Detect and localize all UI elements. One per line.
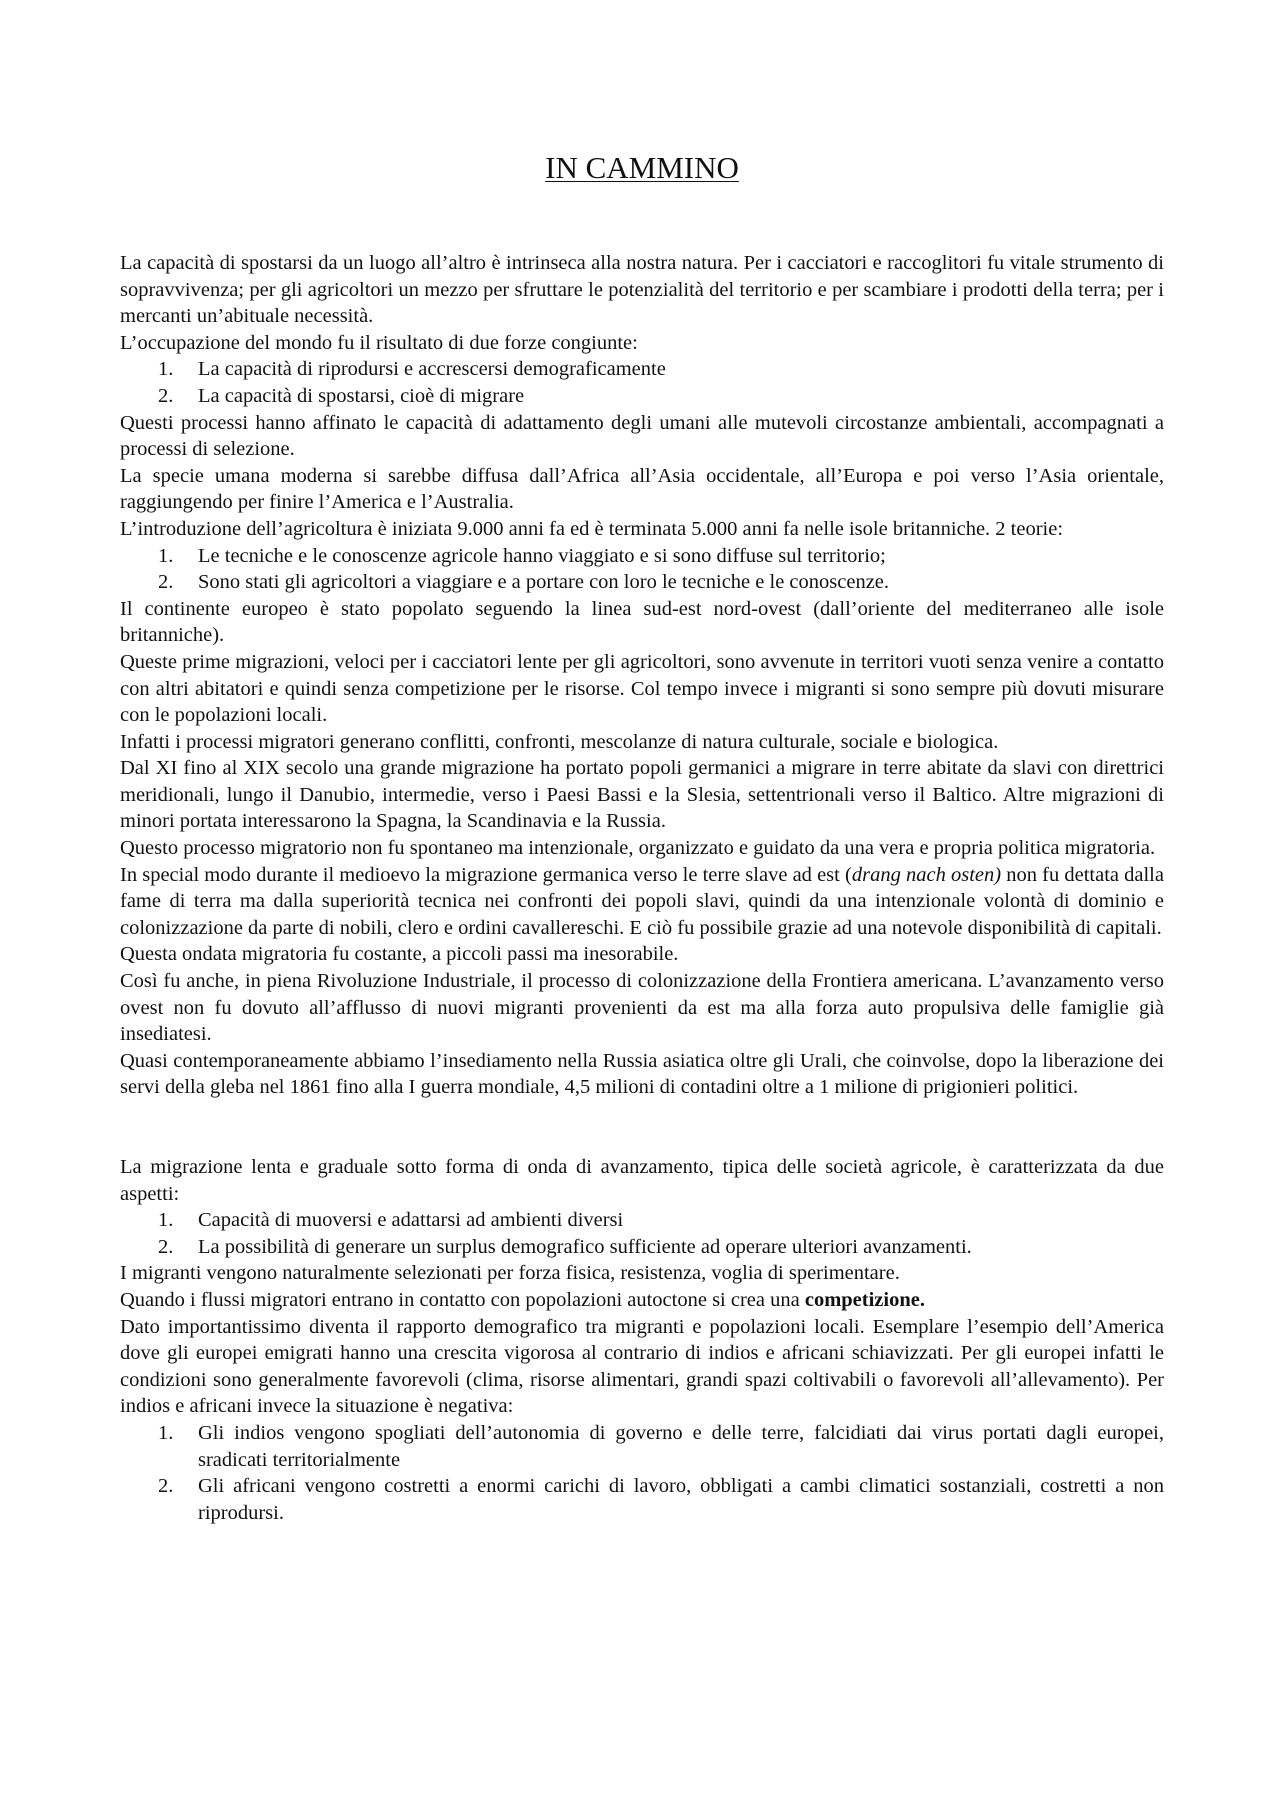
italic-term: drang nach osten) xyxy=(851,863,1002,886)
document-title: IN CAMMINO xyxy=(545,150,739,185)
list-number: 1. xyxy=(158,1209,174,1232)
list-number: 1. xyxy=(158,1421,174,1444)
list-number: 1. xyxy=(158,544,174,567)
paragraph xyxy=(120,1287,1164,1314)
paragraph: Questo processo migratorio non fu spontaneo ma intenzionale, organizzato e guidato da una vera e propria politica migratoria. xyxy=(120,837,1156,860)
list-item-text: Le tecniche e le conoscenze agricole hanno viaggiato e si sono diffuse sul territorio; xyxy=(198,544,886,567)
list-item-text: Sono stati gli agricoltori a viaggiare e a portare con loro le tecniche e le conoscenze. xyxy=(198,571,890,594)
document-page xyxy=(120,150,1164,1526)
paragraph: L’occupazione del mondo fu il risultato di due forze congiunte: xyxy=(120,331,638,354)
paragraph: Dato importantissimo diventa il rapporto demografico tra migranti e popolazioni locali. Esemplare l’esempio dell’America dove gli europei emigrati hanno una crescita vigorosa al contrario di indios e africani schiavizzati. Per gli europei infatti le condizioni sono generalmente favorevoli (clima, risorse alimentari, grandi spazi coltivabili o favorevoli all’allevamento). Per indios e africani invece la situazione è negativa: xyxy=(120,1315,1164,1418)
list-item-text: Gli indios vengono spogliati dell’autonomia di governo e delle terre, falcidiati dai virus portati dagli europei, sradicati territorialmente xyxy=(198,1421,1164,1471)
list-number: 2. xyxy=(158,1475,174,1498)
paragraph: L’introduzione dell’agricoltura è iniziata 9.000 anni fa ed è terminata 5.000 anni fa nelle isole britanniche. 2 teorie: xyxy=(120,517,1064,540)
list-item xyxy=(120,356,1164,383)
list-item xyxy=(120,1420,1164,1473)
section-spacer xyxy=(120,1101,1164,1154)
paragraph: Queste prime migrazioni, veloci per i cacciatori lente per gli agricoltori, sono avvenute in territori vuoti senza venire a contatto con altri abitatori e quindi senza competizione per le risorse. Col tempo invece i migranti si sono sempre più dovuti misurare con le popolazioni locali. xyxy=(120,650,1164,727)
paragraph: I migranti vengono naturalmente selezionati per forza fisica, resistenza, voglia di sperimentare. xyxy=(120,1262,900,1285)
paragraph: La specie umana moderna si sarebbe diffusa dall’Africa all’Asia occidentale, all’Europa e poi verso l’Asia orientale, raggiungendo per finire l’America e l’Australia. xyxy=(120,464,1164,514)
list-number: 2. xyxy=(158,571,174,594)
list-item-text: La possibilità di generare un surplus demografico sufficiente ad operare ulteriori avanzamenti. xyxy=(198,1235,972,1258)
numbered-list xyxy=(120,543,1164,596)
text-run: non fu dettata dalla fame di terra ma dalla superiorità tecnica nei confronti dei popoli slavi, quindi da una intenzionale volontà di dominio e colonizzazione da parte di nobili, clero e ordini cavallereschi. E ciò fu possibile grazie ad una notevole disponibilità di capitali. xyxy=(120,863,1164,939)
list-item-text: Capacità di muoversi e adattarsi ad ambienti diversi xyxy=(198,1209,624,1232)
list-item xyxy=(120,543,1164,570)
paragraph: Dal XI fino al XIX secolo una grande migrazione ha portato popoli germanici a migrare in terre abitate da slavi con direttrici meridionali, lungo il Danubio, intermedie, verso i Paesi Bassi e la Slesia, settentrionali verso il Baltico. Altre migrazioni di minori portata interessarono la Spagna, la Scandinavia e la Russia. xyxy=(120,757,1164,833)
list-number: 1. xyxy=(158,358,174,381)
list-item xyxy=(120,383,1164,410)
numbered-list xyxy=(120,356,1164,409)
paragraph: Questi processi hanno affinato le capacità di adattamento degli umani alle mutevoli circostanze ambientali, accompagnati a processi di selezione. xyxy=(120,411,1164,461)
paragraph xyxy=(120,862,1164,942)
list-item-text: La capacità di spostarsi, cioè di migrare xyxy=(198,384,525,407)
paragraph: Infatti i processi migratori generano conflitti, confronti, mescolanze di natura culturale, sociale e biologica. xyxy=(120,730,999,753)
list-item xyxy=(120,1234,1164,1261)
bold-term: competizione. xyxy=(804,1288,925,1311)
list-number: 2. xyxy=(158,1235,174,1258)
list-item-text: La capacità di riprodursi e accrescersi demograficamente xyxy=(198,358,666,381)
numbered-list xyxy=(120,1207,1164,1260)
list-number: 2. xyxy=(158,384,174,407)
paragraph: Questa ondata migratoria fu costante, a piccoli passi ma inesorabile. xyxy=(120,943,679,966)
paragraph: Il continente europeo è stato popolato seguendo la linea sud-est nord-ovest (dall’oriente del mediterraneo alle isole britanniche). xyxy=(120,597,1164,647)
paragraph: Così fu anche, in piena Rivoluzione Industriale, il processo di colonizzazione della Frontiera americana. L’avanzamento verso ovest non fu dovuto all’afflusso di nuovi migranti provenienti da est ma alla forza auto propulsiva delle famiglie già insediatesi. xyxy=(120,970,1164,1046)
numbered-list xyxy=(120,1420,1164,1526)
paragraph: La capacità di spostarsi da un luogo all’altro è intrinseca alla nostra natura. Per i cacciatori e raccoglitori fu vitale strumento di sopravvivenza; per gli agricoltori un mezzo per sfruttare le potenzialità del territorio e per scambiare i prodotti della terra; per i mercanti un’abituale necessità. xyxy=(120,252,1164,328)
list-item-text: Gli africani vengono costretti a enormi carichi di lavoro, obbligati a cambi climatici sostanziali, costretti a non riprodursi. xyxy=(198,1475,1164,1524)
list-item xyxy=(120,569,1164,596)
paragraph: La migrazione lenta e graduale sotto forma di onda di avanzamento, tipica delle società agricole, è caratterizzata da due aspetti: xyxy=(120,1156,1164,1205)
text-run: Quando i flussi migratori entrano in contatto con popolazioni autoctone si crea una xyxy=(120,1288,805,1311)
list-item xyxy=(120,1473,1164,1526)
paragraph: Quasi contemporaneamente abbiamo l’insediamento nella Russia asiatica oltre gli Urali, che coinvolse, dopo la liberazione dei servi della gleba nel 1861 fino alla I guerra mondiale, 4,5 milioni di contadini oltre a 1 milione di prigionieri politici. xyxy=(120,1049,1164,1099)
text-run: In special modo durante il medioevo la migrazione germanica verso le terre slave ad est ( xyxy=(120,863,852,886)
list-item xyxy=(120,1207,1164,1234)
